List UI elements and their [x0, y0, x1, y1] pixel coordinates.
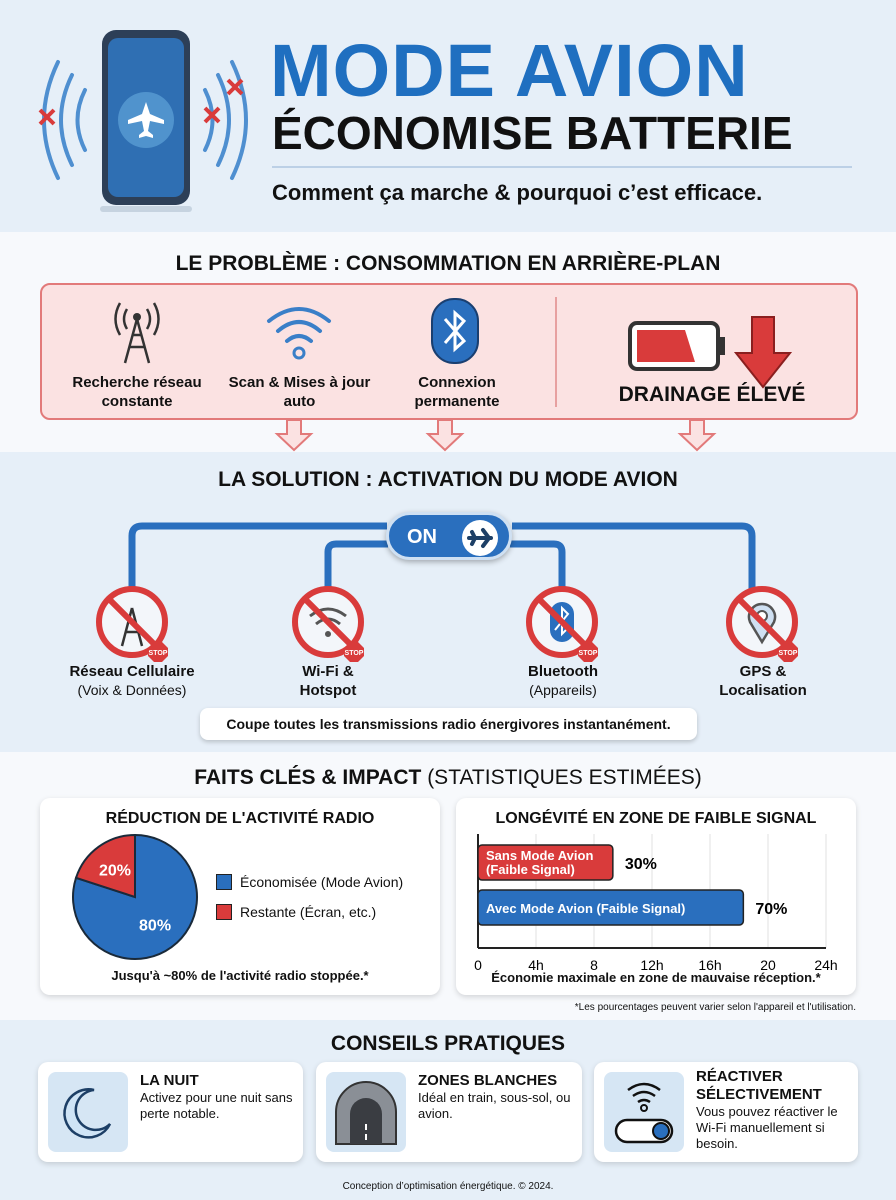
divider: [555, 297, 557, 407]
legend-item-saved: Économisée (Mode Avion): [216, 874, 403, 890]
tip-text: Vous pouvez réactiver le Wi-Fi manuellement si besoin.: [696, 1104, 838, 1151]
problem-box: [40, 283, 858, 420]
low-battery-icon: [627, 315, 807, 390]
airplane-icon: [461, 519, 499, 557]
bar-category-label: Sans Mode Avion (Faible Signal): [486, 848, 594, 877]
solution-item-gps: GPS & Localisation: [719, 663, 807, 699]
solution-item-wifi: Wi-Fi & Hotspot: [299, 663, 357, 699]
bar-value-label: 30%: [624, 856, 657, 873]
bar-chart-caption: Économie maximale en zone de mauvaise réception.*: [491, 970, 821, 985]
tip-card-night: [38, 1062, 303, 1162]
solution-caption: Coupe toutes les transmissions radio énergivores instantanément.: [200, 708, 697, 740]
problem-section: [0, 232, 896, 452]
tips-title: CONSEILS PRATIQUES: [330, 1032, 566, 1055]
svg-text:STOP: STOP: [344, 650, 364, 657]
x-tick-label: 0: [474, 957, 482, 973]
pie-chart-card: [40, 798, 440, 995]
toggle-label: ON: [407, 526, 437, 548]
pie-chart-title: RÉDUCTION DE L'ACTIVITÉ RADIO: [105, 810, 375, 827]
svg-text:STOP: STOP: [578, 650, 598, 657]
main-subtitle: ÉCONOMISE BATTERIE: [272, 107, 793, 159]
blocked-cellular-icon: [94, 584, 178, 668]
problem-title: LE PROBLÈME : CONSOMMATION EN ARRIÈRE-PLAN: [175, 252, 721, 275]
bluetooth-icon: [430, 297, 480, 365]
tunnel-icon: [326, 1072, 406, 1152]
tip-card-reactivate: [594, 1062, 858, 1162]
tips-section: [0, 1020, 896, 1200]
footer: Conception d’optimisation énergétique. © 2024.: [342, 1181, 554, 1192]
moon-icon: [48, 1072, 128, 1152]
footnote: *Les pourcentages peuvent varier selon l'appareil et l'utilisation.: [574, 1002, 856, 1013]
divider: [272, 166, 852, 168]
svg-text:STOP: STOP: [148, 650, 168, 657]
solution-title: LA SOLUTION : ACTIVATION DU MODE AVION: [218, 468, 678, 491]
x-tick-label: 4h: [528, 957, 544, 973]
tagline: Comment ça marche & pourquoi c’est efficace.: [272, 180, 763, 205]
main-title: MODE AVION: [270, 29, 749, 112]
pie-chart: [70, 832, 200, 962]
bar-chart-title: LONGÉVITÉ EN ZONE DE FAIBLE SIGNAL: [495, 810, 817, 827]
x-tick-label: 16h: [698, 957, 722, 973]
tip-text: Idéal en train, sous-sol, ou avion.: [418, 1090, 571, 1121]
wifi-toggle-icon: [604, 1072, 684, 1152]
tip-title: LA NUIT: [140, 1072, 199, 1089]
svg-text:STOP: STOP: [778, 650, 798, 657]
wifi-icon: [264, 303, 334, 363]
tip-text: Activez pour une nuit sans perte notable.: [140, 1090, 293, 1121]
phone-airplane-icon: [30, 20, 260, 220]
tip-title: RÉACTIVER SÉLECTIVEMENT: [696, 1068, 822, 1103]
problem-item-scan: Scan & Mises à jour auto: [228, 374, 371, 410]
x-tick-label: 24h: [814, 957, 838, 973]
legend-item-remaining: Restante (Écran, etc.): [216, 904, 376, 920]
facts-title: FAITS CLÉS & IMPACT (STATISTIQUES ESTIMÉES): [194, 766, 702, 789]
header: [0, 0, 896, 232]
problem-item-connection: Connexion permanente: [414, 374, 500, 410]
down-arrows: [0, 420, 896, 452]
bar-chart: [456, 798, 856, 995]
legend-swatch: [216, 874, 232, 890]
problem-item-network: Recherche réseau constante: [72, 374, 202, 410]
bar-chart-card: [456, 798, 856, 995]
blocked-wifi-icon: [290, 584, 374, 668]
tip-card-dead-zones: [316, 1062, 582, 1162]
x-tick-label: 20: [760, 957, 776, 973]
pie-slice-label: 80%: [139, 917, 172, 935]
tip-title: ZONES BLANCHES: [418, 1072, 558, 1089]
x-tick-label: 12h: [640, 957, 664, 973]
solution-item-cellular: Réseau Cellulaire (Voix & Données): [69, 663, 195, 698]
drain-label: DRAINAGE ÉLEVÉ: [618, 383, 806, 406]
cell-tower-icon: [107, 297, 167, 367]
solution-section: [0, 452, 896, 752]
airplane-mode-toggle[interactable]: [386, 512, 512, 560]
pie-chart-caption: Jusqu'à ~80% de l'activité radio stoppée.*: [111, 968, 369, 983]
blocked-bluetooth-icon: [524, 584, 608, 668]
legend-swatch: [216, 904, 232, 920]
blocked-gps-icon: [724, 584, 808, 668]
bar-value-label: 70%: [755, 901, 788, 918]
facts-section: [0, 752, 896, 1020]
bar-category-label: Avec Mode Avion (Faible Signal): [486, 901, 686, 916]
solution-item-bluetooth: Bluetooth (Appareils): [528, 663, 598, 698]
pie-slice-label: 20%: [98, 862, 131, 880]
x-tick-label: 8: [590, 957, 598, 973]
